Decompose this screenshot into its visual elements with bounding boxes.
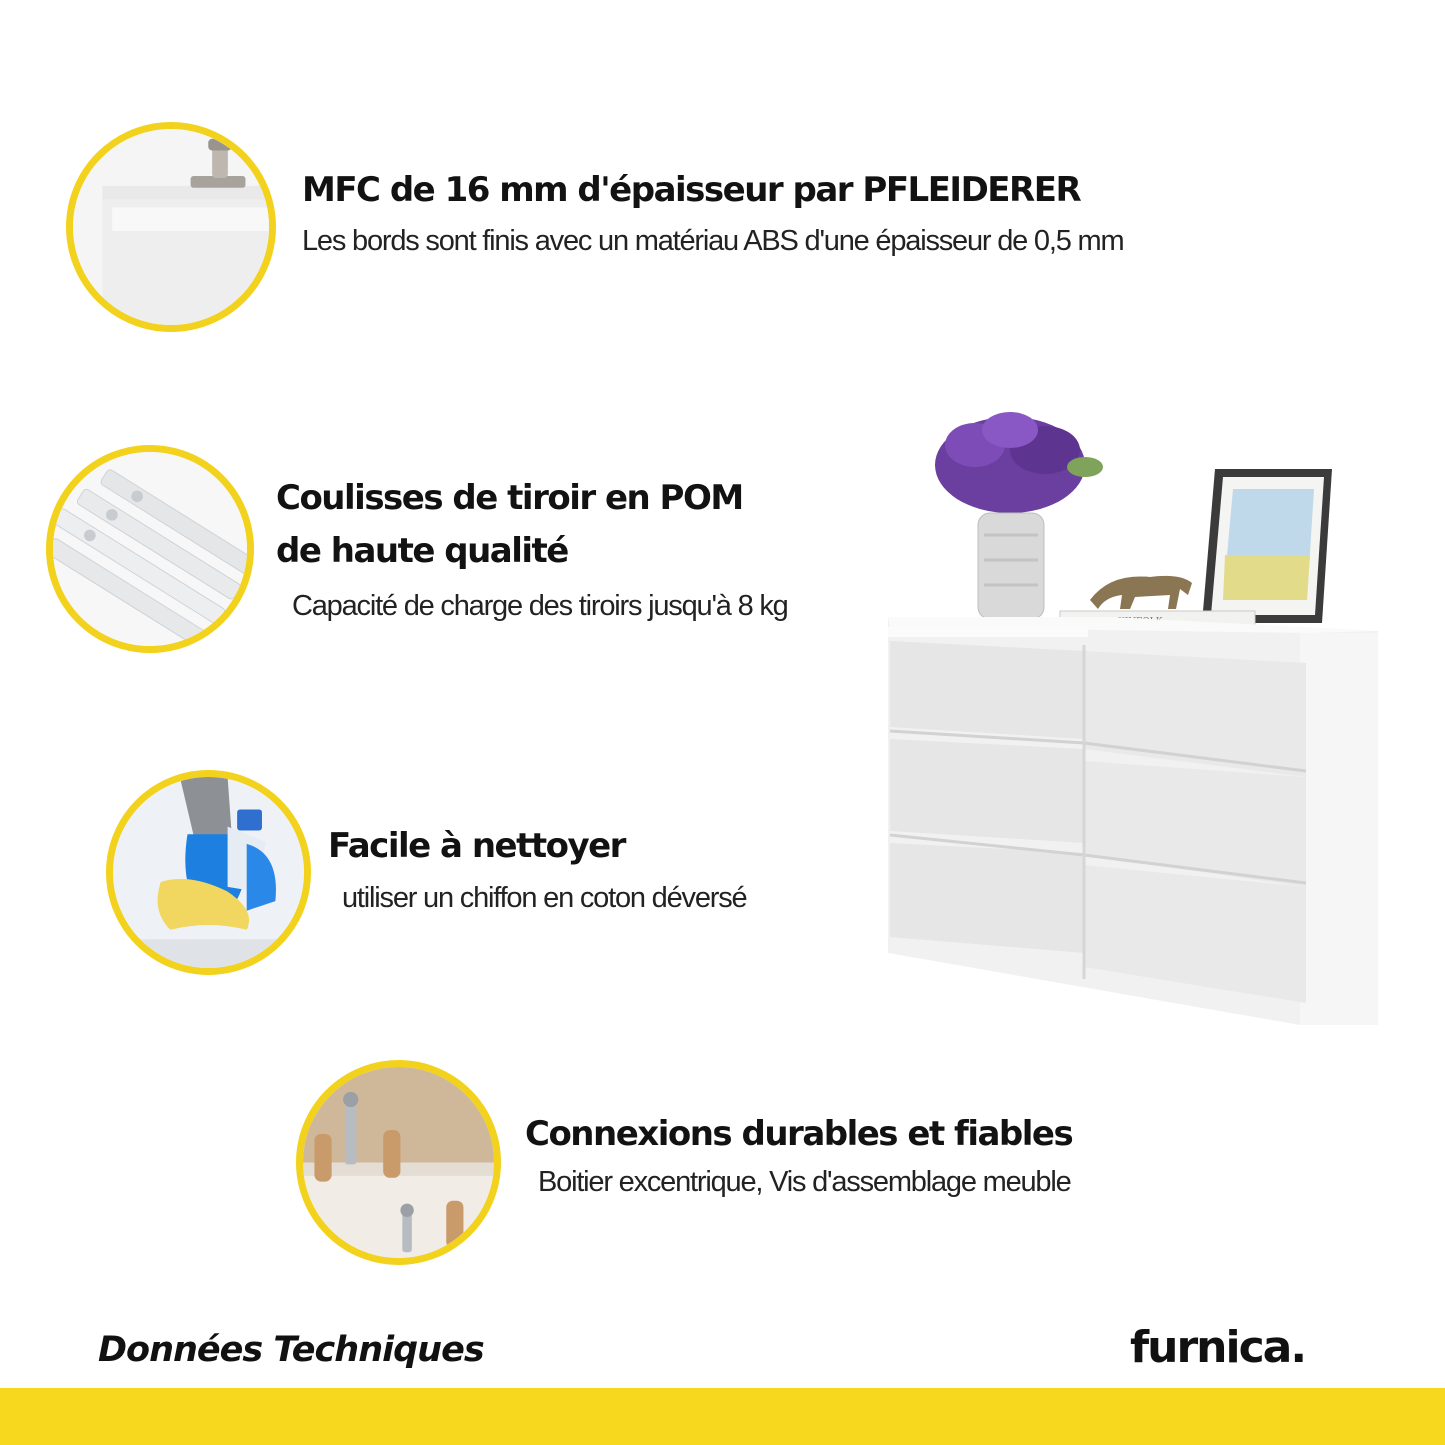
feature-title-cleaning: Facile à nettoyer	[328, 826, 625, 866]
footer-title: Données Techniques	[98, 1330, 484, 1370]
feature-image-cleaning	[106, 770, 311, 975]
feature-title-slides-line1: Coulisses de tiroir en POM	[276, 478, 743, 518]
feature-desc-cleaning: utiliser un chiffon en coton déversé	[342, 882, 747, 914]
tiger-figurine-icon	[1090, 576, 1192, 609]
picture-frame-icon	[1202, 469, 1332, 623]
feature-image-dowel-connection	[296, 1060, 501, 1265]
cleaning-icon	[113, 777, 304, 968]
feature-desc-connections: Boitier excentrique, Vis d'assemblage meuble	[538, 1166, 1071, 1198]
feature-title-slides-line2: de haute qualité	[276, 531, 568, 571]
dresser-product-image	[880, 405, 1400, 1035]
panel-edge-icon	[73, 129, 269, 325]
feature-image-panel-edge	[66, 122, 276, 332]
brand-logo: furnica.	[1130, 1322, 1306, 1373]
drawer-slides-icon	[53, 452, 247, 646]
feature-desc-mfc: Les bords sont finis avec un matériau ABS d'une épaisseur de 0,5 mm	[302, 225, 1124, 257]
flower-bouquet-icon	[935, 412, 1103, 513]
feature-image-drawer-slides	[46, 445, 254, 653]
feature-title-connections: Connexions durables et fiables	[525, 1114, 1073, 1154]
footer-band	[0, 1388, 1445, 1445]
dowel-connection-icon	[303, 1067, 494, 1258]
vase-icon	[978, 513, 1044, 619]
feature-title-mfc: MFC de 16 mm d'épaisseur par PFLEIDERER	[302, 170, 1081, 210]
dresser-body	[888, 617, 1378, 1025]
feature-desc-slides: Capacité de charge des tiroirs jusqu'à 8 kg	[292, 590, 788, 622]
